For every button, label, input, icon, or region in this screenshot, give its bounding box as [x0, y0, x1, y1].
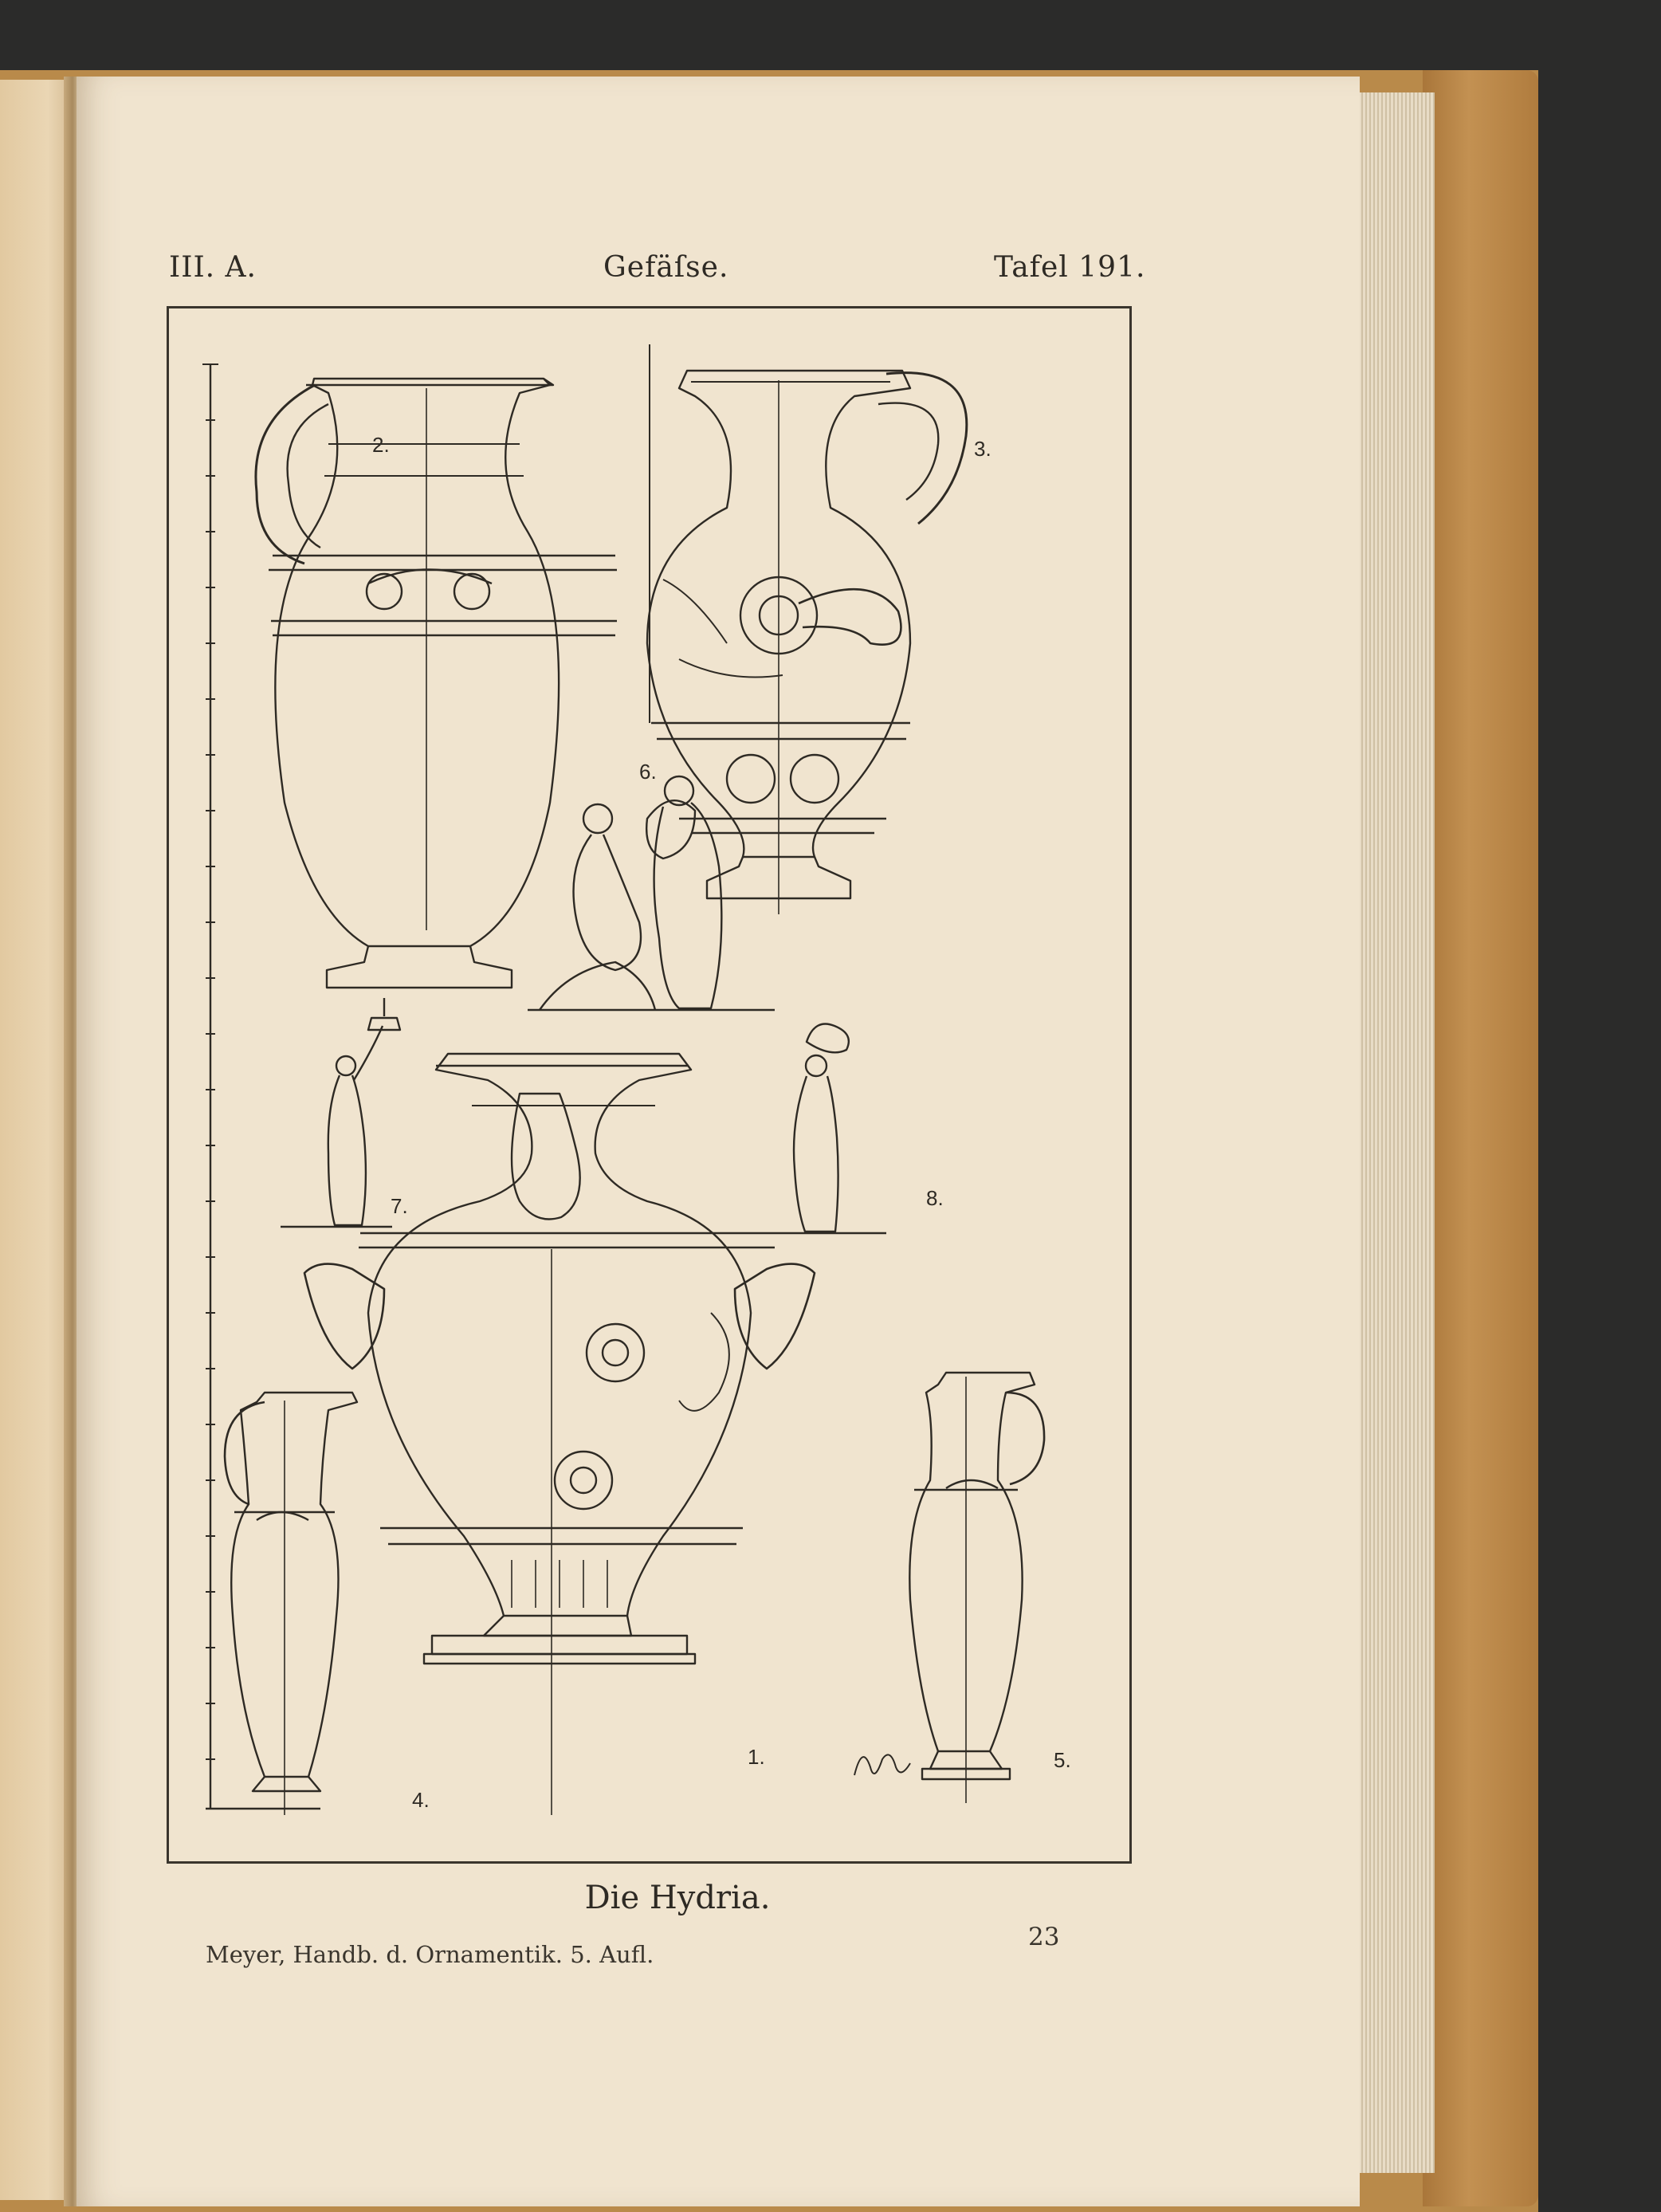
plate-illustration — [167, 306, 1132, 1864]
figure-6-group — [528, 776, 775, 1010]
figure-label-7: 7. — [391, 1194, 408, 1218]
vase-5 — [909, 1373, 1044, 1803]
vase-3 — [647, 371, 967, 914]
figure-label-4: 4. — [412, 1788, 430, 1812]
running-title: Gefäſse. — [603, 251, 729, 284]
figure-7 — [281, 998, 400, 1227]
page-number: 23 — [1028, 1923, 1060, 1951]
vase-2 — [256, 309, 617, 988]
figure-label-1: 1. — [748, 1745, 765, 1769]
figure-label-2: 2. — [372, 433, 390, 457]
vase-1 — [304, 1054, 815, 1815]
plate-number: Tafel 191. — [994, 251, 1146, 284]
page-footer: Meyer, Handb. d. Ornamentik. 5. Aufl. — [206, 1941, 654, 1968]
vase-drawings — [169, 308, 1129, 1861]
figure-label-8: 8. — [926, 1186, 944, 1210]
plate-caption: Die Hydria. — [584, 1880, 771, 1916]
book-spine-edge — [1423, 70, 1538, 2206]
page-stack-edge — [1347, 92, 1435, 2173]
left-page-edge — [0, 80, 69, 2200]
figure-label-5: 5. — [1054, 1748, 1071, 1772]
figure-label-6: 6. — [639, 760, 657, 784]
vase-4 — [225, 1393, 357, 1815]
figure-8 — [775, 1024, 886, 1234]
figure-label-3: 3. — [974, 437, 991, 461]
scale-ruler — [202, 364, 320, 1809]
section-label: III. A. — [169, 251, 257, 284]
artist-monogram — [854, 1754, 910, 1775]
